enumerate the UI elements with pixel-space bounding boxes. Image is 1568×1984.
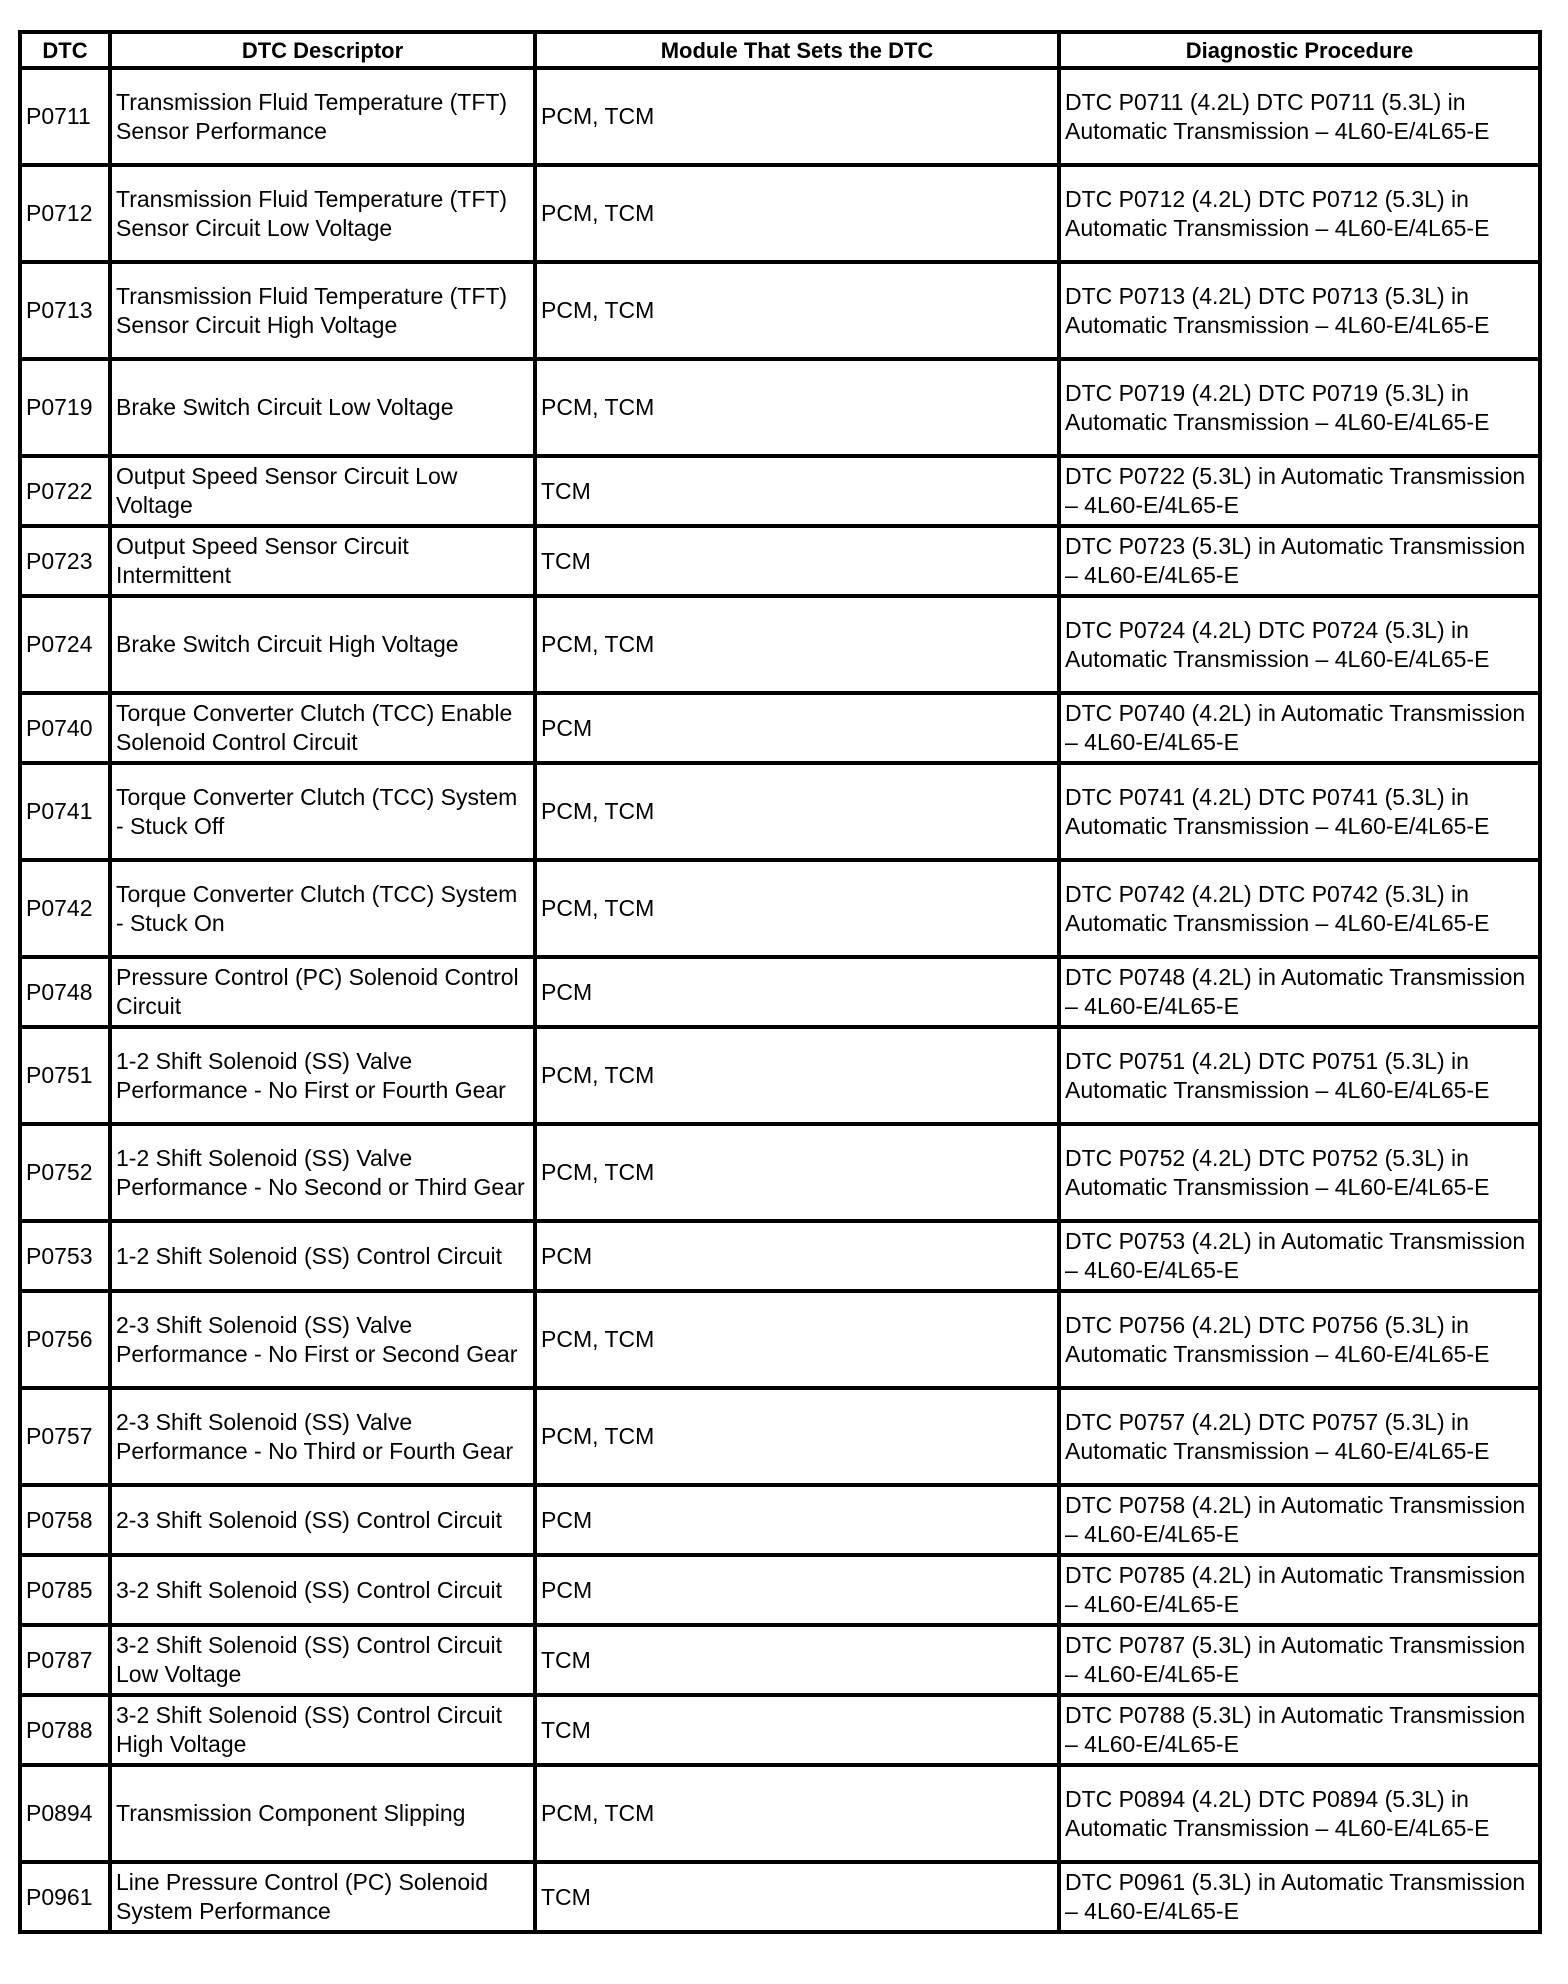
dtc-code-cell: P0787 xyxy=(22,1627,112,1697)
header-diagnostic-procedure: Diagnostic Procedure xyxy=(1061,34,1542,70)
module-cell: PCM, TCM xyxy=(537,1029,1061,1126)
diagnostic-procedure-cell: DTC P0758 (4.2L) in Automatic Transmission – 4L60-E/4L65-E xyxy=(1061,1487,1542,1557)
diagnostic-procedure-cell: DTC P0742 (4.2L) DTC P0742 (5.3L) in Automatic Transmission – 4L60-E/4L65-E xyxy=(1061,862,1542,959)
dtc-code-cell: P0785 xyxy=(22,1557,112,1627)
module-cell: PCM, TCM xyxy=(537,1767,1061,1864)
dtc-descriptor-cell: Output Speed Sensor Circuit Low Voltage xyxy=(112,458,537,528)
diagnostic-procedure-cell: DTC P0752 (4.2L) DTC P0752 (5.3L) in Automatic Transmission – 4L60-E/4L65-E xyxy=(1061,1126,1542,1223)
module-cell: PCM xyxy=(537,1557,1061,1627)
dtc-descriptor-cell: 3-2 Shift Solenoid (SS) Control Circuit High Voltage xyxy=(112,1697,537,1767)
dtc-code-cell: P0724 xyxy=(22,598,112,695)
dtc-descriptor-cell: Torque Converter Clutch (TCC) System - Stuck Off xyxy=(112,765,537,862)
table-header-row xyxy=(22,34,1542,70)
table-row xyxy=(22,1767,1542,1864)
table-row xyxy=(22,862,1542,959)
module-cell: TCM xyxy=(537,1627,1061,1697)
diagnostic-procedure-cell: DTC P0894 (4.2L) DTC P0894 (5.3L) in Automatic Transmission – 4L60-E/4L65-E xyxy=(1061,1767,1542,1864)
module-cell: PCM, TCM xyxy=(537,167,1061,264)
diagnostic-procedure-cell: DTC P0756 (4.2L) DTC P0756 (5.3L) in Automatic Transmission – 4L60-E/4L65-E xyxy=(1061,1293,1542,1390)
diagnostic-procedure-cell: DTC P0748 (4.2L) in Automatic Transmission – 4L60-E/4L65-E xyxy=(1061,959,1542,1029)
dtc-descriptor-cell: Transmission Fluid Temperature (TFT) Sensor Circuit High Voltage xyxy=(112,264,537,361)
dtc-code-cell: P0748 xyxy=(22,959,112,1029)
diagnostic-procedure-cell: DTC P0713 (4.2L) DTC P0713 (5.3L) in Automatic Transmission – 4L60-E/4L65-E xyxy=(1061,264,1542,361)
dtc-code-cell: P0742 xyxy=(22,862,112,959)
diagnostic-procedure-cell: DTC P0788 (5.3L) in Automatic Transmission – 4L60-E/4L65-E xyxy=(1061,1697,1542,1767)
header-dtc: DTC xyxy=(22,34,112,70)
dtc-descriptor-cell: Line Pressure Control (PC) Solenoid System Performance xyxy=(112,1864,537,1934)
dtc-descriptor-cell: Torque Converter Clutch (TCC) System - Stuck On xyxy=(112,862,537,959)
dtc-code-cell: P0740 xyxy=(22,695,112,765)
dtc-code-cell: P0788 xyxy=(22,1697,112,1767)
dtc-code-cell: P0752 xyxy=(22,1126,112,1223)
dtc-code-cell: P0713 xyxy=(22,264,112,361)
module-cell: PCM, TCM xyxy=(537,765,1061,862)
header-dtc-descriptor: DTC Descriptor xyxy=(112,34,537,70)
module-cell: PCM, TCM xyxy=(537,264,1061,361)
table-row xyxy=(22,1293,1542,1390)
dtc-code-cell: P0723 xyxy=(22,528,112,598)
dtc-descriptor-cell: Pressure Control (PC) Solenoid Control Circuit xyxy=(112,959,537,1029)
dtc-code-cell: P0741 xyxy=(22,765,112,862)
dtc-code-cell: P0758 xyxy=(22,1487,112,1557)
table-row xyxy=(22,959,1542,1029)
dtc-descriptor-cell: 1-2 Shift Solenoid (SS) Valve Performance - No First or Fourth Gear xyxy=(112,1029,537,1126)
dtc-descriptor-cell: 2-3 Shift Solenoid (SS) Valve Performance - No First or Second Gear xyxy=(112,1293,537,1390)
dtc-descriptor-cell: 3-2 Shift Solenoid (SS) Control Circuit xyxy=(112,1557,537,1627)
dtc-code-cell: P0757 xyxy=(22,1390,112,1487)
dtc-descriptor-cell: 2-3 Shift Solenoid (SS) Valve Performance - No Third or Fourth Gear xyxy=(112,1390,537,1487)
table-row xyxy=(22,264,1542,361)
diagnostic-procedure-cell: DTC P0753 (4.2L) in Automatic Transmission – 4L60-E/4L65-E xyxy=(1061,1223,1542,1293)
dtc-code-cell: P0894 xyxy=(22,1767,112,1864)
module-cell: PCM, TCM xyxy=(537,361,1061,458)
module-cell: PCM, TCM xyxy=(537,1390,1061,1487)
diagnostic-procedure-cell: DTC P0785 (4.2L) in Automatic Transmission – 4L60-E/4L65-E xyxy=(1061,1557,1542,1627)
table-row xyxy=(22,1864,1542,1934)
module-cell: PCM xyxy=(537,695,1061,765)
table-row xyxy=(22,458,1542,528)
module-cell: PCM, TCM xyxy=(537,598,1061,695)
diagnostic-procedure-cell: DTC P0741 (4.2L) DTC P0741 (5.3L) in Automatic Transmission – 4L60-E/4L65-E xyxy=(1061,765,1542,862)
module-cell: PCM xyxy=(537,959,1061,1029)
dtc-code-cell: P0719 xyxy=(22,361,112,458)
table-row xyxy=(22,598,1542,695)
diagnostic-procedure-cell: DTC P0757 (4.2L) DTC P0757 (5.3L) in Automatic Transmission – 4L60-E/4L65-E xyxy=(1061,1390,1542,1487)
diagnostic-procedure-cell: DTC P0751 (4.2L) DTC P0751 (5.3L) in Automatic Transmission – 4L60-E/4L65-E xyxy=(1061,1029,1542,1126)
module-cell: TCM xyxy=(537,458,1061,528)
dtc-descriptor-cell: Brake Switch Circuit Low Voltage xyxy=(112,361,537,458)
dtc-code-cell: P0961 xyxy=(22,1864,112,1934)
dtc-table xyxy=(18,30,1542,1934)
dtc-descriptor-cell: Transmission Component Slipping xyxy=(112,1767,537,1864)
dtc-code-cell: P0722 xyxy=(22,458,112,528)
diagnostic-procedure-cell: DTC P0787 (5.3L) in Automatic Transmission – 4L60-E/4L65-E xyxy=(1061,1627,1542,1697)
module-cell: TCM xyxy=(537,528,1061,598)
table-row xyxy=(22,167,1542,264)
dtc-descriptor-cell: Output Speed Sensor Circuit Intermittent xyxy=(112,528,537,598)
table-row xyxy=(22,528,1542,598)
table-row xyxy=(22,695,1542,765)
dtc-descriptor-cell: 1-2 Shift Solenoid (SS) Control Circuit xyxy=(112,1223,537,1293)
dtc-descriptor-cell: Transmission Fluid Temperature (TFT) Sensor Performance xyxy=(112,70,537,167)
table-row xyxy=(22,1029,1542,1126)
table-row xyxy=(22,361,1542,458)
module-cell: PCM, TCM xyxy=(537,70,1061,167)
diagnostic-procedure-cell: DTC P0722 (5.3L) in Automatic Transmission – 4L60-E/4L65-E xyxy=(1061,458,1542,528)
module-cell: TCM xyxy=(537,1697,1061,1767)
dtc-descriptor-cell: Torque Converter Clutch (TCC) Enable Solenoid Control Circuit xyxy=(112,695,537,765)
diagnostic-procedure-cell: DTC P0712 (4.2L) DTC P0712 (5.3L) in Automatic Transmission – 4L60-E/4L65-E xyxy=(1061,167,1542,264)
table-row xyxy=(22,1627,1542,1697)
diagnostic-procedure-cell: DTC P0711 (4.2L) DTC P0711 (5.3L) in Automatic Transmission – 4L60-E/4L65-E xyxy=(1061,70,1542,167)
dtc-code-cell: P0751 xyxy=(22,1029,112,1126)
module-cell: PCM, TCM xyxy=(537,862,1061,959)
dtc-code-cell: P0711 xyxy=(22,70,112,167)
module-cell: TCM xyxy=(537,1864,1061,1934)
dtc-code-cell: P0712 xyxy=(22,167,112,264)
table-row xyxy=(22,1557,1542,1627)
table-row xyxy=(22,765,1542,862)
module-cell: PCM, TCM xyxy=(537,1293,1061,1390)
table-row xyxy=(22,1487,1542,1557)
dtc-descriptor-cell: 2-3 Shift Solenoid (SS) Control Circuit xyxy=(112,1487,537,1557)
dtc-code-cell: P0756 xyxy=(22,1293,112,1390)
diagnostic-procedure-cell: DTC P0724 (4.2L) DTC P0724 (5.3L) in Automatic Transmission – 4L60-E/4L65-E xyxy=(1061,598,1542,695)
dtc-code-cell: P0753 xyxy=(22,1223,112,1293)
table-row xyxy=(22,1126,1542,1223)
header-module: Module That Sets the DTC xyxy=(537,34,1061,70)
module-cell: PCM xyxy=(537,1487,1061,1557)
table-row xyxy=(22,70,1542,167)
dtc-descriptor-cell: Transmission Fluid Temperature (TFT) Sensor Circuit Low Voltage xyxy=(112,167,537,264)
diagnostic-procedure-cell: DTC P0961 (5.3L) in Automatic Transmission – 4L60-E/4L65-E xyxy=(1061,1864,1542,1934)
table-body xyxy=(22,70,1542,1934)
dtc-descriptor-cell: 3-2 Shift Solenoid (SS) Control Circuit Low Voltage xyxy=(112,1627,537,1697)
module-cell: PCM xyxy=(537,1223,1061,1293)
diagnostic-procedure-cell: DTC P0719 (4.2L) DTC P0719 (5.3L) in Automatic Transmission – 4L60-E/4L65-E xyxy=(1061,361,1542,458)
dtc-descriptor-cell: 1-2 Shift Solenoid (SS) Valve Performance - No Second or Third Gear xyxy=(112,1126,537,1223)
table-row xyxy=(22,1390,1542,1487)
table-row xyxy=(22,1697,1542,1767)
diagnostic-procedure-cell: DTC P0723 (5.3L) in Automatic Transmission – 4L60-E/4L65-E xyxy=(1061,528,1542,598)
module-cell: PCM, TCM xyxy=(537,1126,1061,1223)
diagnostic-procedure-cell: DTC P0740 (4.2L) in Automatic Transmission – 4L60-E/4L65-E xyxy=(1061,695,1542,765)
dtc-descriptor-cell: Brake Switch Circuit High Voltage xyxy=(112,598,537,695)
table-row xyxy=(22,1223,1542,1293)
